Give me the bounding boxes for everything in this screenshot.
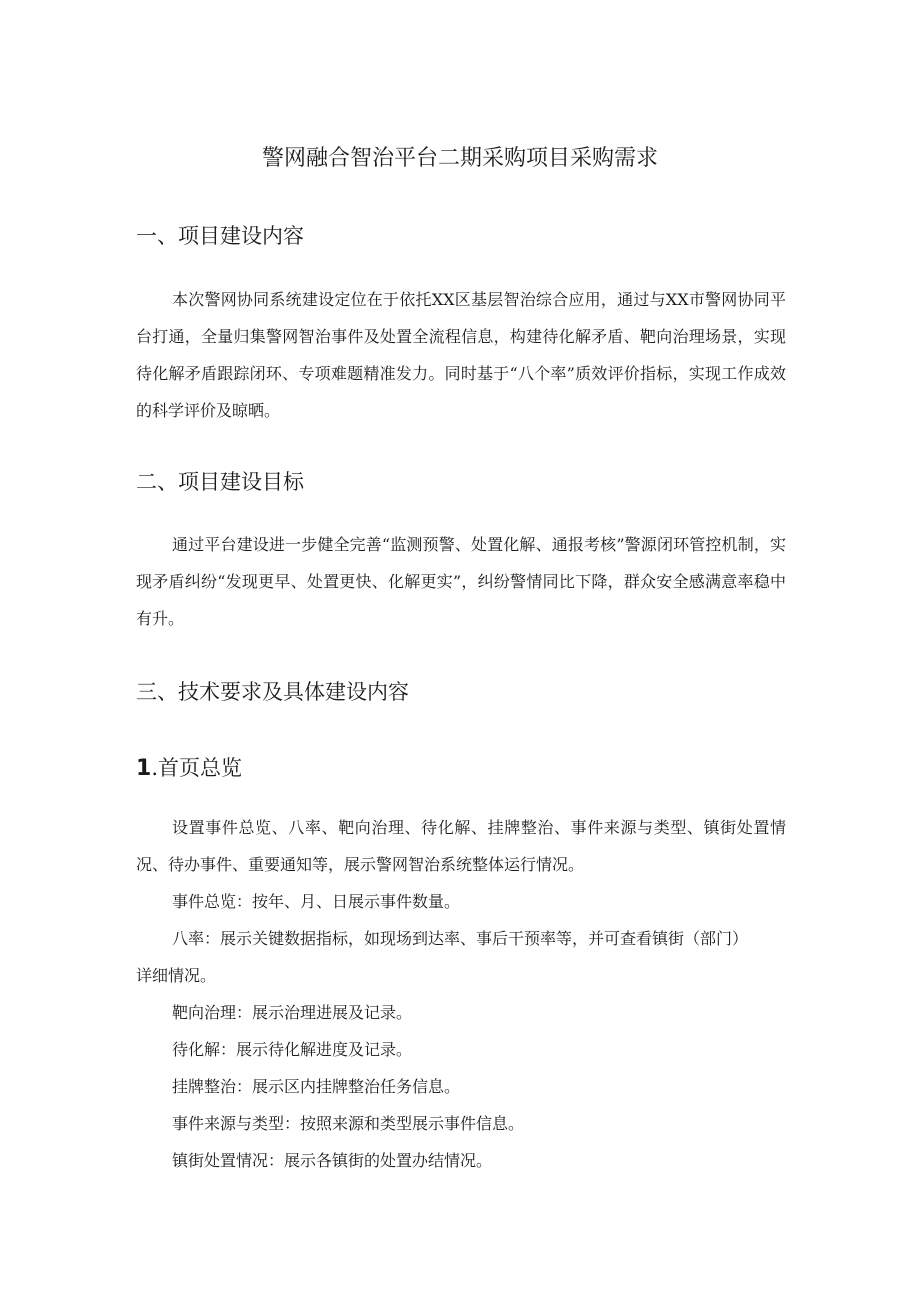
list-item: 事件总览：按年、月、日展示事件数量。 <box>172 892 461 911</box>
subsection-intro: 设置事件总览、八率、靶向治理、待化解、挂牌整治、事件来源与类型、镇街处置情况、待办事件、重要通知等，展示警网智治系统整体运行情况。 <box>136 818 786 874</box>
section-heading-2: 二、项目建设目标 <box>136 470 304 494</box>
subsection-title: .首页总览 <box>151 756 242 780</box>
section-heading-3: 三、技术要求及具体建设内容 <box>136 680 409 704</box>
subsection-heading <box>136 753 242 784</box>
list-item: 镇街处置情况：展示各镇街的处置办结情况。 <box>172 1151 493 1170</box>
list-item: 事件来源与类型：按照来源和类型展示事件信息。 <box>172 1114 525 1133</box>
subsection-number: 1 <box>136 756 152 781</box>
list-item: 八率：展示关键数据指标，如现场到达率、事后干预率等，并可查看镇街（部门） <box>172 929 749 948</box>
list-item: 靶向治理：展示治理进展及记录。 <box>172 1003 413 1022</box>
section-2-paragraph: 通过平台建设进一步健全完善“监测预警、处置化解、通报考核”警源闭环管控机制，实现矛盾纠纷“发现更早、处置更快、化解更实”，纠纷警情同比下降，群众安全感满意率稳中有升。 <box>136 535 786 628</box>
list-item: 挂牌整治：展示区内挂牌整治任务信息。 <box>172 1077 461 1096</box>
section-1-paragraph: 本次警网协同系统建设定位在于依托XX区基层智治综合应用，通过与XX市警网协同平台打通，全量归集警网智治事件及处置全流程信息，构建待化解矛盾、靶向治理场景，实现待化解矛盾跟踪闭环、专项难题精准发力。同时基于“八个率”质效评价指标，实现工作成效的科学评价及晾晒。 <box>136 290 786 420</box>
list-item-continuation: 详细情况。 <box>136 966 217 985</box>
list-item: 待化解：展示待化解进度及记录。 <box>172 1040 413 1059</box>
document-title: 警网融合智治平台二期采购项目采购需求 <box>261 146 658 171</box>
section-heading-1: 一、项目建设内容 <box>136 224 304 248</box>
